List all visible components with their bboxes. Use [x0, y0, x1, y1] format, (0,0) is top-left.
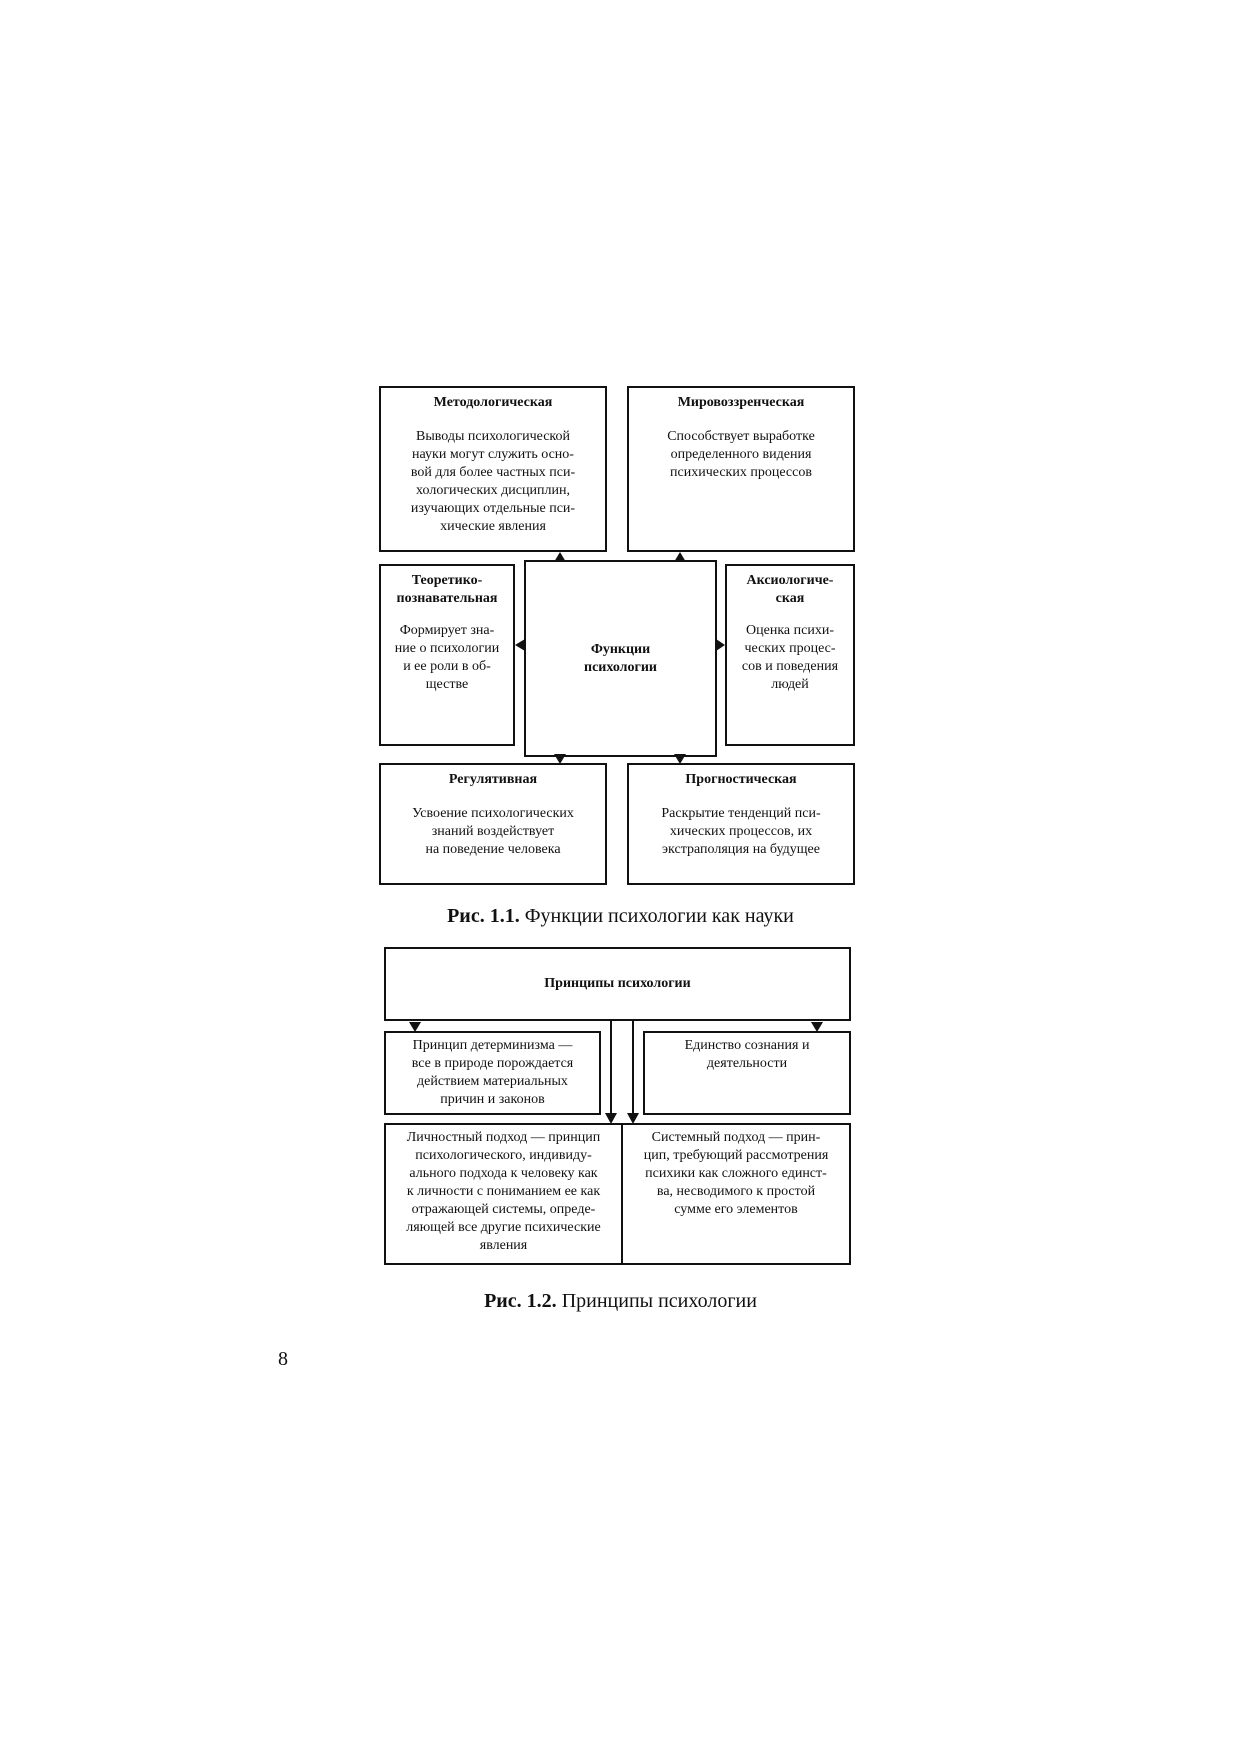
arrow-to-systemic	[627, 1113, 639, 1124]
box-worldview-body: Способствует выработке определенного видения психических процессов	[667, 429, 815, 480]
box-unity-body: Единство сознания и деятельности	[684, 1038, 810, 1071]
page-number: 8	[278, 1348, 288, 1370]
box-prognostic-title: Прогностическая	[685, 772, 797, 787]
box-methodological-title: Методологическая	[433, 395, 553, 410]
box-axiological-title: Аксиологиче- ская	[746, 573, 834, 606]
figure1-caption-text: Функции психологии как науки	[524, 905, 794, 927]
box-theoretical-title: Теоретико- познавательная	[396, 573, 498, 606]
box-regulative-title: Регулятивная	[448, 772, 538, 787]
box-prognostic-body: Раскрытие тенденций пси- хических процессов, их экстраполяция на будущее	[661, 806, 821, 857]
box-personal-body: Личностный подход — принцип психологического, индивиду- ального подхода к человеку как к личности с пониманием ее как отражающей системы, опреде- ляющей все другие психические явления	[406, 1130, 601, 1253]
figure2-caption-label: Рис. 1.2.	[484, 1290, 557, 1312]
arrow-to-unity	[811, 1022, 823, 1032]
box-determinism-body: Принцип детерминизма — все в природе порождается действием материальных причин и законов	[411, 1038, 574, 1107]
box-methodological-body: Выводы психологической науки могут служить осно- вой для более частных пси- хологических дисциплин, изучающих отдельные пси- хические явления	[410, 429, 576, 534]
figure2-caption-text: Принципы психологии	[561, 1290, 757, 1312]
box-worldview-title: Мировоззренческая	[677, 395, 805, 410]
box-center-title: Функции психологии	[584, 641, 657, 675]
arrow-to-personal	[605, 1113, 617, 1124]
figure2-caption	[0, 1290, 1241, 1313]
arrow-to-determinism	[409, 1022, 421, 1032]
box-axiological-body: Оценка психи- ческих процес- сов и поведения людей	[741, 623, 839, 692]
box-systemic-body: Системный подход — прин- цип, требующий рассмотрения психики как сложного единст- ва, несводимого к простой сумме его элементов	[643, 1130, 829, 1217]
box-regulative-body: Усвоение психологических знаний воздействует на поведение человека	[412, 806, 574, 857]
box-principles-title: Принципы психологии	[544, 976, 691, 991]
box-theoretical-body: Формирует зна- ние о психологии и ее роли в об- ществе	[394, 623, 500, 692]
figure1-caption-label: Рис. 1.1.	[447, 905, 520, 927]
